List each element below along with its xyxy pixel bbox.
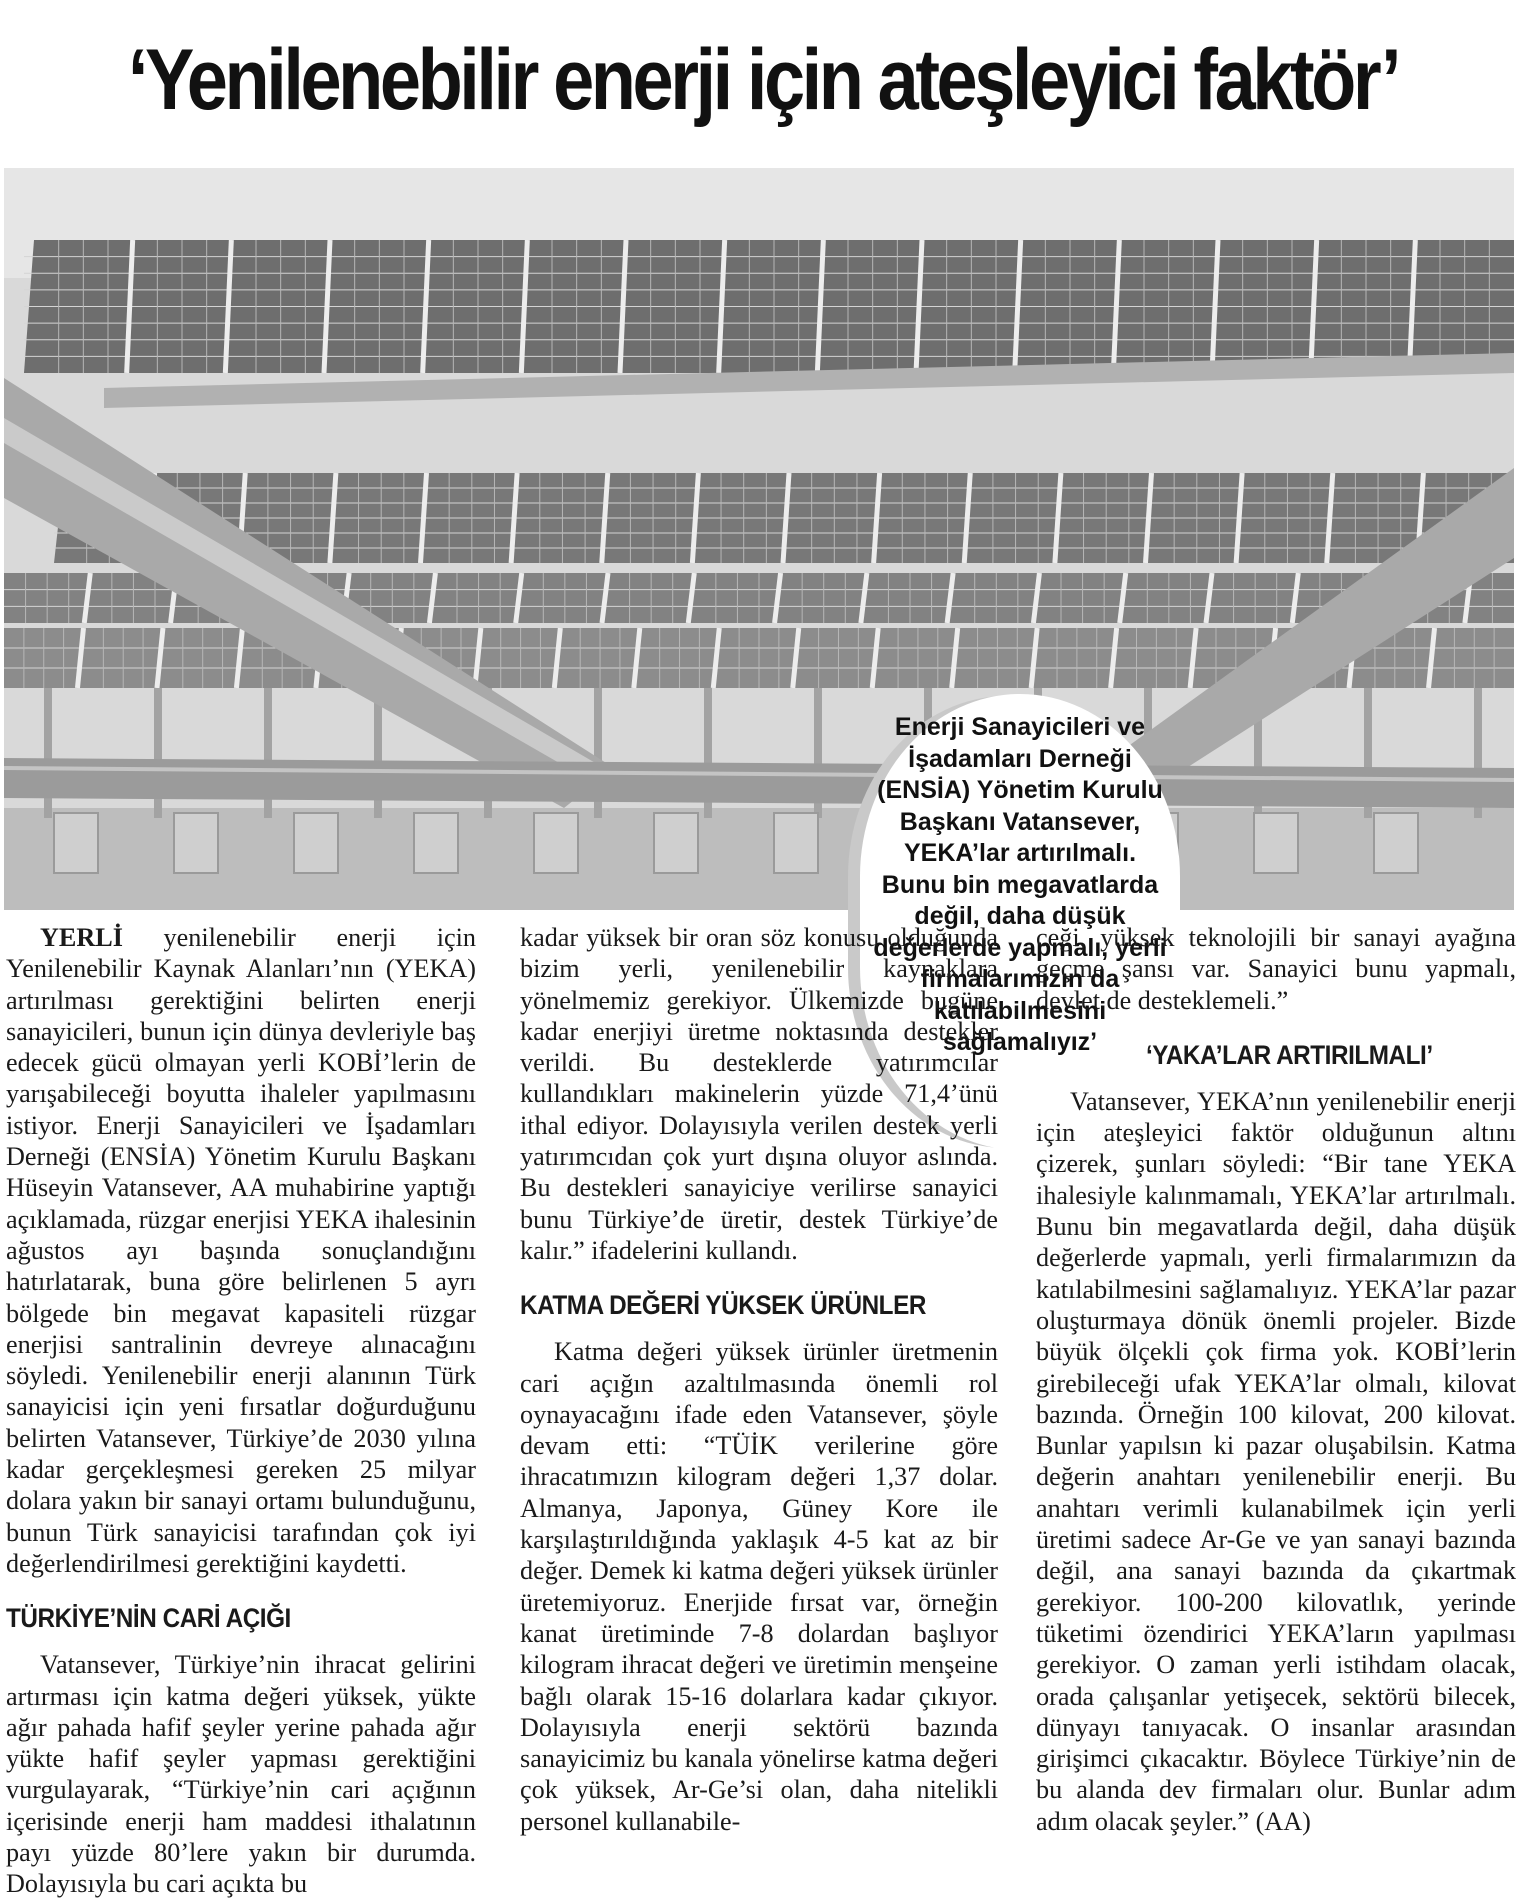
lead-word: YERLİ (40, 923, 123, 952)
solar-panels-photo (4, 168, 1514, 910)
paragraph-1-text: yenilenebilir enerji için Yenilenebilir Kaynak Alanları’nın (YEKA) artırılması gerektiğini belirten enerji sanayicileri, bunun için dünya devleriyle baş edecek gücü olmayan yerli KOBİ’lerin de yarışabileceği boyutta ihaleler yapılmasını istiyor. Enerji Sanayicileri ve İşadamları Derneği (ENSİA) Yönetim Kurulu Başkanı Hüseyin Vatansever, AA muhabirine yaptığı açıklamada, rüzgar enerjisi YEKA ihalesinin ağustos ayı başında sonuçlandığını hatırlatarak, buna göre belirlenen 5 ayrı bölgede bin megavat kapasiteli rüzgar enerjisi santralinin devreye alınacağını söyledi. Yenilenebilir enerji alanının Türk sanayicisi için yeni fırsatlar doğurduğunu belirten Vatansever, Türkiye’de 2030 yılına kadar gerçekleşmesi gereken 25 milyar dolara yakın bir sanayi ortamı bulunduğunu, bunun Türk sanayicisi tarafından çok iyi değerlendirilmesi gerektiğini kaydetti. (6, 923, 476, 1578)
article-paragraph-3: kadar yüksek bir oran söz konusu olduğunda bizim yerli, yenilenebilir kaynaklara yönelmemiz gerekiyor. Ülkemizde bugüne kadar enerjiyi üretme noktasında destekler verildi. Bu desteklerde yatırımcılar kullandıkları makinelerin yüzde 71,4’ünü ithal ediyor. Dolayısıyla verilen destek yerli yatırımcıdan çok yurt dışına oluyor aslında. Bu destekleri sanayiciye verilirse sanayici bunu Türkiye’de üretir, destek Türkiye’de kalır.” ifadelerini kullandı. (520, 923, 998, 1265)
article-paragraph-2: Vatansever, Türkiye’nin ihracat gelirini artırması için katma değeri yüksek, yükte ağır pahada hafif şeyler yerine pahada ağır yükte hafif şeyler yapması gerektiğini vurgulayarak, “Türkiye’nin cari açığının içerisinde enerji ham maddesi ithalatının payı yüzde 80’lere yakın bir durumda. Dolayısıyla bu cari açıkta bu (6, 1650, 476, 1899)
article-column-3 (1036, 922, 1516, 1837)
solar-panels-icon (4, 168, 1514, 910)
subhead-yeka: ‘YAKA’LAR ARTIRILMALI’ (1146, 1039, 1433, 1070)
article-paragraph-4: Katma değeri yüksek ürünler üretmenin cari açığın azaltılmasında önemli rol oynayacağını ifade eden Vatansever, şöyle devam etti: “TÜİK verilerine göre ihracatımızın kilogram değeri 1,37 dolar. Almanya, Japonya, Güney Kore ile karşılaştırıldığında yaklaşık 4-5 kat az bir değer. Demek ki katma değeri yüksek ürünler üretemiyoruz. Enerjide fırsat var, örneğin kanat üretiminde 7-8 dolardan başlıyor kilogram ihracat değeri ve üretimin menşeine bağlı olarak 15-16 dolarlara kadar çıkıyor. Dolayısıyla enerji sektörü bazında sanayicimiz bu kanala yönelirse katma değeri çok yüksek, Ar-Ge’si olan, daha nitelikli personel kullanabile- (520, 1337, 998, 1836)
article-column-2 (520, 922, 998, 1837)
article-paragraph-1 (6, 922, 476, 1579)
subhead-katma-degeri: KATMA DEĞERİ YÜKSEK ÜRÜNLER (520, 1290, 926, 1321)
article-paragraph-6: Vatansever, YEKA’nın yenilenebilir enerji için ateşleyici faktör olduğunun altını çizerek, şunları söyledi: “Bir tane YEKA ihalesiyle kalınmamalı, YEKA’lar artırılmalı. Bunu bin megavatlarda değil, daha düşük değerlerde yapmalı, yerli firmalarımızın da katılabilmesini sağlamalıyız. YEKA’lar pazar oluşturmaya dönük önemli projeler. Bizde büyük ölçekli çok firma yok. KOBİ’lerin girebileceği ufak YEKA’lar olmalı, kilovat bazında. Örneğin 100 kilovat, 200 kilovat. Bunlar yapılsın ki pazar oluşabilsin. Katma değerin anahtarı yenilenebilir enerji. Bu anahtarı verimli kulanabilmek için yerli üretimi sadece Ar-Ge ve yan sanayi bazında değil, ana sanayi bazında da çıkartmak gerekiyor. 100-200 kilovatlık, yerinde tüketimi özendirici YEKA’ların yapılması gerekiyor. O zaman yerli istihdam olacak, orada çalışanlar yetişecek, sektörü bilecek, dünyayı tanıyacak. O insanlar arasından girişimci çıkacaktır. Böylece Türkiye’nin de bu alanda dev firmaları olur. Bunlar adım adım olacak şeyler.” (AA) (1036, 1086, 1516, 1836)
headline: ‘Yenilenebilir enerji için ateşleyici faktör’ (127, 31, 1399, 128)
article-column-1 (6, 922, 476, 1900)
pullquote: Enerji Sanayicileri ve İşadamları Derneği (ENSİA) Yönetim Kurulu Başkanı Vatansever, YEKA’lar artırılmalı. Bunu bin megavatlarda değil, daha düşük değerlerde yapmalı, yerli firmalarımızın da katılabilmesini sağlamalıyız’ (873, 713, 1167, 1056)
article-paragraph-5: ceği, yüksek teknolojili bir sanayi ayağına geçme şansı var. Sanayici bunu yapmalı, devlet de desteklemeli.” (1036, 923, 1516, 1015)
subhead-cari-acik: TÜRKİYE’NİN CARİ AÇIĞI (6, 1603, 291, 1634)
